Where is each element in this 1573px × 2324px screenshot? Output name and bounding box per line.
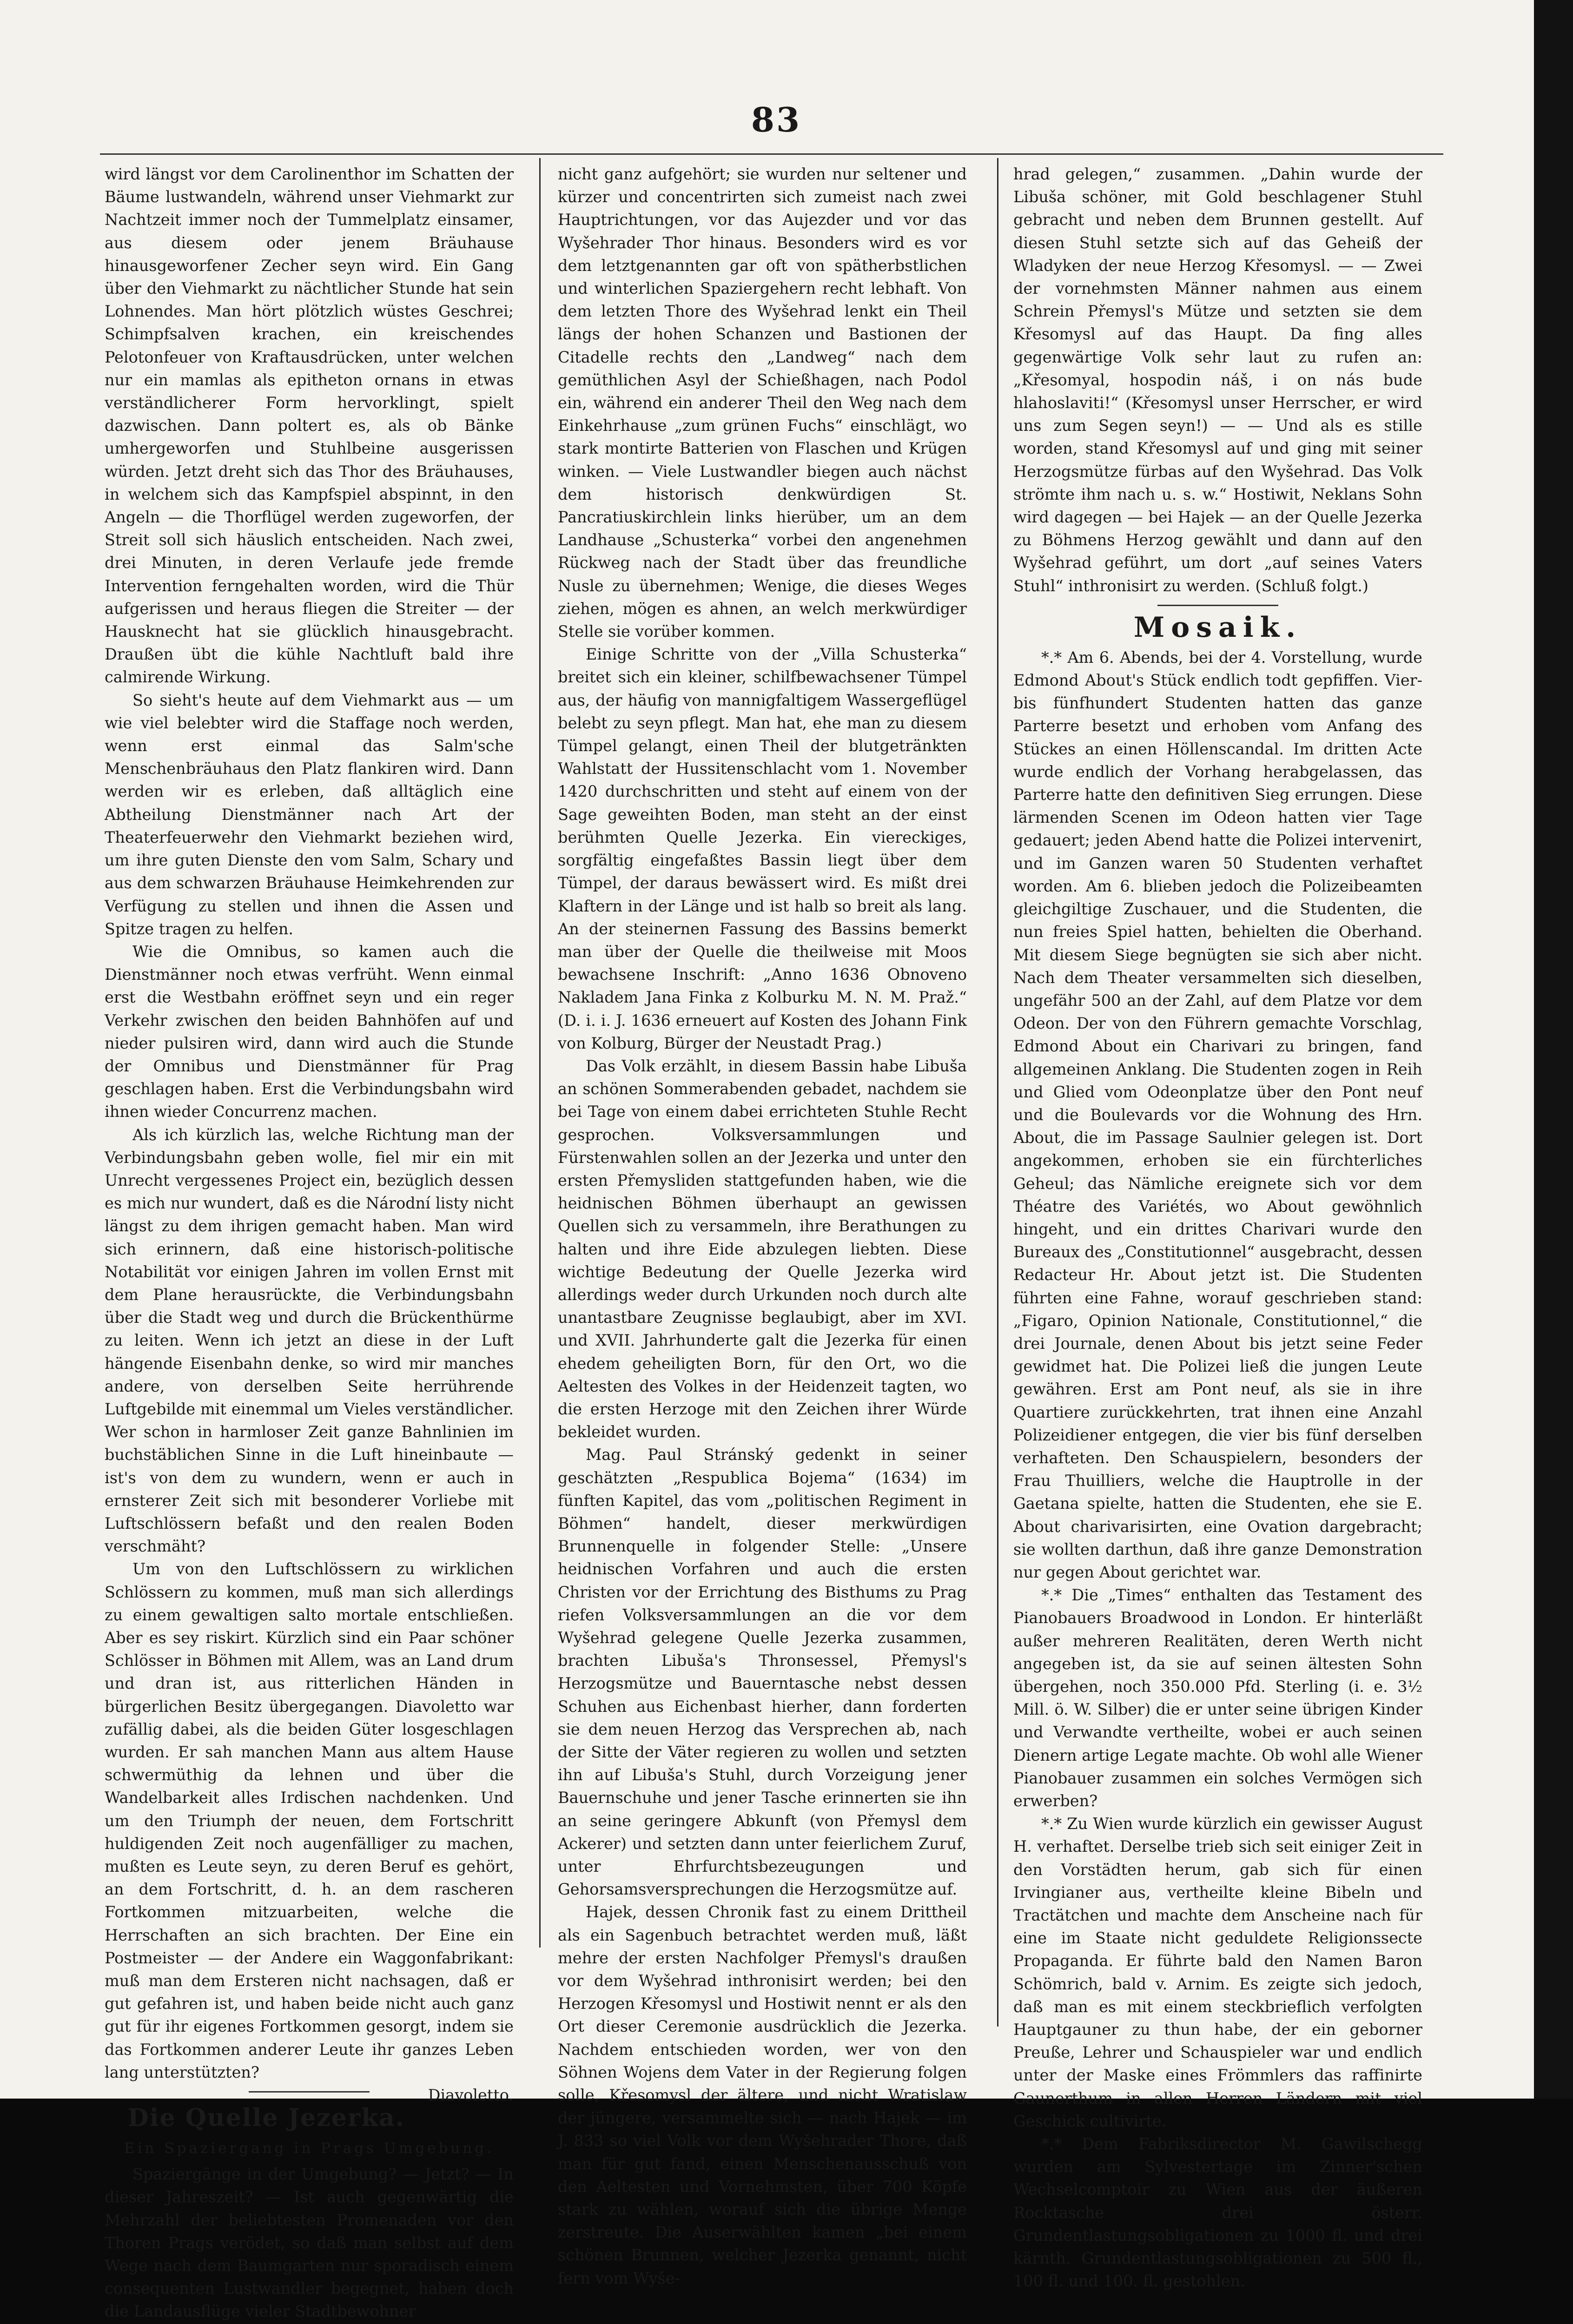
paragraph: Um von den Luftschlössern zu wirklichen Schlössern zu kommen, muß man sich allerdings zu einem gewaltigen salto mortale entschließen. Aber es sey riskirt. Kürzlich sind ein Paar schöner Schlösser in Böhmen mit Allem, was an Land drum und dran ist, aus ritterlichen Händen in bürgerlichen Besitz übergegangen. Diavoletto war zufällig dabei, als die beiden Güter losgeschlagen wurden. Er sah manchen Mann aus altem Hause schwermüthig da lehnen und über die Wandelbarkeit alles Irdischen nachdenken. Und um den Triumph der neuen, dem Fortschritt huldigenden Zeit noch augenfälliger zu machen, mußten es Leute seyn, zu deren Beruf es gehört, an dem Fortschritt, d. h. an dem rascheren Fortkommen mitzuarbeiten, welche die Herrschaften an sich brachten. Der Eine ein Postmeister — der Andere ein Waggonfabrikant: muß man dem Ersteren nicht nachsagen, daß er gut gefahren ist, und haben beide nicht auch ganz gut für ihr eigenes Fortkommen gesorgt, indem sie das Fortkommen anderer Leute ihr ganzes Leben lang unterstützten? (105, 1560, 514, 2081)
paragraph: Als ich kürzlich las, welche Richtung man der Verbindungsbahn geben wolle, fiel mir ein mit Unrecht vergessenes Project ein, bezüglich dessen es mich nur wundert, daß es die Národní listy nicht längst zu dem ihrigen gemacht haben. Man wird sich erinnern, daß eine historisch-politische Notabilität vor einigen Jahren im vollen Ernst mit dem Plane herausrückte, die Verbindungsbahn über die Stadt weg und durch die Brückenthürme zu leiten. Wenn ich jetzt an diese in der Luft hängende Eisenbahn denke, so wird mir manches andere, von derselben Seite herrührende Luftgebilde mit einemmal um Vieles verständlicher. Wer schon in harmloser Zeit ganze Bahnlinien im buchstäblichen Sinne in die Luft hineinbaute — ist's von dem zu wundern, wenn er auch in ernsterer Zeit sich mit besonderer Vorliebe mit Luftschlössern befaßt und den realen Boden verschmäht? (105, 1125, 514, 1556)
paragraph: Das Volk erzählt, in diesem Bassin habe Libuša an schönen Sommerabenden gebadet, nachdem sie bei Tage von einem dabei errichteten Stuhle Recht gesprochen. Volksversammlungen und Fürstenwahlen sollen an der Jezerka und unter den ersten Přemysliden stattgefunden haben, wie die heidnischen Böhmen überhaupt an gewissen Quellen sich zu versammeln, ihre Berathungen zu halten und ihre Eide abzulegen liebten. Diese wichtige Bedeutung der Quelle Jezerka wird allerdings weder durch Urkunden noch durch alte unantastbare Zeugnisse beglaubigt, aber im XVI. und XVII. Jahrhunderte galt die Jezerka für einen ehedem geheiligten Born, für den Ort, wo die Aeltesten des Volkes in der Heidenzeit tagten, wo die ersten Herzoge mit den Zeichen ihrer Würde bekleidet wurden. (558, 1056, 967, 1441)
section-heading: Mosaik. (1133, 611, 1302, 644)
column-3 (1013, 163, 1422, 2292)
column-1 (105, 163, 514, 2323)
article-subheading: Ein Spaziergang in Prags Umgebung. (124, 2140, 494, 2157)
paragraph: nicht ganz aufgehört; sie wurden nur seltener und kürzer und concentrirten sich zumeist nach zwei Hauptrichtungen, vor das Aujezder und vor das Wyšehrader Thor hinaus. Besonders wird es vor dem letztgenannten gar oft von spätherbstlichen und winterlichen Spaziergehern recht lebhaft. Von dem letzten Thore des Wyšehrad lenkt ein Theil längs der hohen Schanzen und Bastionen der Citadelle rechts den „Landweg“ nach dem gemüthlichen Asyl der Schießhagen, nach Podol ein, während ein anderer Theil den Weg nach dem Einkehrhause „zum grünen Fuchs“ einschlägt, wo stark montirte Batterien von Flaschen und Krügen winken. — Viele Lustwandler biegen auch nächst dem historisch denkwürdigen St. Pancratiuskirchlein links hierüber, um an dem Landhause „Schusterka“ vorbei den angenehmen Rückweg nach der Stadt über das freundliche Nusle zu übernehmen; Wenige, die dieses Weges ziehen, mögen es ahnen, an welch merkwürdiger Stelle sie vorüber kommen. (558, 165, 967, 641)
paragraph: Mag. Paul Stránský gedenkt in seiner geschätzten „Respublica Bojema“ (1634) im fünften Kapitel, das vom „politischen Regiment in Böhmen“ handelt, dieser merkwürdigen Brunnenquelle in folgender Stelle: „Unsere heidnischen Vorfahren und auch die ersten Christen vor der Errichtung des Bisthums zu Prag riefen Volksversammlungen an die vor dem Wyšehrad gelegene Quelle Jezerka zusammen, brachten Libuša's Thronsessel, Přemysl's Herzogsmütze und Bauerntasche nebst dessen Schuhen aus Eichenbast hierher, dann forderten sie dem neuen Herzog das Versprechen ab, nach der Sitte der Väter regieren zu wollen und setzten ihn auf Libuša's Stuhl, durch Vorzeigung jener Bauernschuhe und jener Tasche erinnerten sie ihn an seine geringere Abkunft (von Přemysl dem Ackerer) und setzten dann unter feierlichem Zuruf, unter Ehrfurchtsbezeugungen und Gehorsamsversprechungen die Herzogsmütze auf. (558, 1446, 967, 1899)
section-rule (1157, 605, 1278, 606)
header-rule (100, 153, 1443, 155)
column-2 (558, 163, 967, 2290)
page-number: 83 (751, 100, 802, 139)
paragraph: Wie die Omnibus, so kamen auch die Dienstmänner noch etwas verfrüht. Wenn einmal erst die Westbahn eröffnet seyn und ein reger Verkehr zwischen den beiden Bahnhöfen auf und nieder pulsiren wird, dann wird auch die Stunde der Omnibus und Dienstmänner für Prag geschlagen haben. Erst die Verbindungsbahn wird ihnen wieder Concurrenz machen. (105, 942, 514, 1121)
paragraph: Spaziergänge in der Umgebung? — Jetzt? — In dieser Jahreszeit? — Ist auch gegenwärtig die Mehrzahl der beliebtesten Promenaden vor den Thoren Prags verödet, so daß man selbst auf dem Wege nach dem Baumgarten nur sporadisch einem consequenten Lustwandler begegnet, haben doch die Landausflüge vieler Stadtbewohner (105, 2165, 514, 2321)
scan-border (1534, 0, 1573, 2099)
paragraph: *.* Am 6. Abends, bei der 4. Vorstellung, wurde Edmond About's Stück endlich todt gepfiffen. Vier- bis fünfhundert Studenten hatten das ganze Parterre besetzt und erhoben vom Anfang des Stückes an einen Höllenscandal. Im dritten Acte wurde endlich der Vorhang herabgelassen, das Parterre hatte den definitiven Sieg errungen. Diese lärmenden Scenen im Odeon hatten vier Tage gedauert; jeden Abend hatte die Polizei intervenirt, und im Ganzen waren 50 Studenten verhaftet worden. Am 6. blieben jedoch die Polizeibeamten gleichgiltige Zuschauer, und die Studenten, die nun freies Spiel hatten, behielten die Oberhand. Mit diesem Siege begnügten sie sich aber nicht. Nach dem Theater versammelten sich dieselben, ungefähr 500 an der Zahl, auf dem Platze vor dem Odeon. Der von den Führern gemachte Vorschlag, Edmond About ein Charivari zu bringen, fand allgemeinen Anklang. Die Studenten zogen in Reih und Glied vom Odeonplatze über den Pont neuf und die Boulevards vor die Wohnung des Hrn. About, die im Passage Saulnier gelegen ist. Dort angekommen, erhoben sie ein fürchterliches Geheul; das Nämliche ereignete sich vor dem Théatre des Variétés, wo About gewöhnlich hingeht, und ein drittes Charivari wurde den Bureaux des „Constitutionnel“ ausgebracht, dessen Redacteur Hr. About jetzt ist. Die Studenten führten eine Fahne, worauf geschrieben stand: „Figaro, Opinion Nationale, Constitutionnel,“ die drei Journale, denen About bis jetzt seine Feder gewidmet hat. Die Polizei ließ die jungen Leute gewähren. Erst am Pont neuf, als sie in ihre Quartiere zurückkehrten, trat ihnen eine Anzahl Polizeidiener entgegen, die vier bis fünf derselben verhafteten. Den Schauspielern, besonders der Frau Thuilliers, welche die Hauptrolle in der Gaetana spielte, hatten die Studenten, ehe sie E. About charivarisirten, eine Ovation dargebracht; sie wollten darthun, daß ihre ganze Demonstration nur gegen About gerichtet war. (1013, 648, 1422, 1581)
column-divider (539, 158, 541, 1948)
paragraph: So sieht's heute auf dem Viehmarkt aus — um wie viel belebter wird die Staffage noch werden, wenn erst einmal das Salm'sche Menschenbräuhaus den Platz flankiren wird. Dann werden wir es erleben, daß alltäglich eine Abtheilung Dienstmänner nach Art der Theaterfeuerwehr den Viehmarkt beziehen wird, um ihre guten Dienste den vom Salm, Schary und aus dem schwarzen Bräuhause Heimkehrenden zur Verfügung zu stellen und ihnen die Assen und Spitze tragen zu helfen. (105, 691, 514, 938)
paragraph: *.* Zu Wien wurde kürzlich ein gewisser August H. verhaftet. Derselbe trieb sich seit einiger Zeit in den Vorstädten herum, gab sich für einen Irvingianer aus, vertheilte kleine Bibeln und Tractätchen und machte dem Anscheine nach für eine im Staate nicht geduldete Religionssecte Propaganda. Er führte bald den Namen Baron Schömrich, bald v. Arnim. Es zeigte sich jedoch, daß man es mit einem steckbrieflich verfolgten Hauptgauner zu thun habe, der ein geborner Preuße, Lehrer und Schauspieler war und endlich unter der Maske eines Frömmlers das raffinirte Gaunerthum in allen Herren Ländern mit viel Geschick cultivirte. (1013, 1815, 1422, 2130)
author-signature: Diavoletto. (428, 2086, 514, 2105)
paragraph: wird längst vor dem Carolinenthor im Schatten der Bäume lustwandeln, während unser Viehmarkt zur Nachtzeit immer noch der Tummelplatz einsamer, aus diesem oder jenem Bräuhause hinausgeworfener Zecher seyn wird. Ein Gang über den Viehmarkt zu nächtlicher Stunde hat sein Lohnendes. Man hört plötzlich wüstes Geschrei; Schimpfsalven krachen, ein kreischendes Pelotonfeuer von Kraftausdrücken, unter welchen nur ein mamlas als epitheton ornans in etwas verständlicherer Form hervorklingt, spielt dazwischen. Dann poltert es, als ob Bänke umhergeworfen und Stuhlbeine ausgerissen würden. Jetzt dreht sich das Thor des Bräuhauses, in welchem sich das Kampfspiel abspinnt, in den Angeln — die Thorflügel werden zugeworfen, der Streit soll sich häuslich entscheiden. Nach zwei, drei Minuten, in deren Verlaufe jede fremde Intervention ferngehalten worden, wird die Thür aufgerissen und heraus fliegen die Streiter — der Hausknecht hat sie glücklich hinausgebracht. Draußen übt die kühle Nachtluft bald ihre calmirende Wirkung. (105, 165, 514, 687)
column-divider (997, 158, 998, 2027)
paragraph: Einige Schritte von der „Villa Schusterka“ breitet sich ein kleiner, schilfbewachsener Tümpel aus, der häufig von mannigfaltigem Wassergeflügel belebt zu seyn pflegt. Man hat, ehe man zu diesem Tümpel gelangt, einen Theil der blutgetränkten Wahlstatt der Hussitenschlacht vom 1. November 1420 durchschritten und steht auf einem von der Sage geweihten Boden, man steht an der einst berühmten Quelle Jezerka. Ein viereckiges, sorgfältig eingefaßtes Bassin liegt über dem Tümpel, der daraus bewässert wird. Es mißt drei Klaftern in der Länge und ist halb so breit als lang. An der steinernen Fassung des Bassins bemerkt man über der Quelle die theilweise mit Moos bewachsene Inschrift: „Anno 1636 Obnoveno Nakladem Jana Finka z Kolburku M. N. M. Praž.“ (D. i. i. J. 1636 erneuert auf Kosten des Johann Fink von Kolburg, Bürger der Neustadt Prag.) (558, 645, 967, 1052)
paragraph: hrad gelegen,“ zusammen. „Dahin wurde der Libuša schöner, mit Gold beschlagener Stuhl gebracht und neben dem Brunnen gestellt. Auf diesen Stuhl setzte sich auf das Geheiß der Wladyken der neue Herzog Křesomysl. — — Zwei der vornehmsten Männer nahmen aus einem Schrein Přemysl's Mütze und setzten sie dem Křesomysl auf das Haupt. Da fing alles gegenwärtige Volk sehr laut zu rufen an: „Křesomyal, hospodin náš, i on nás bude hlahoslaviti!“ (Křesomysl unser Herrscher, er wird uns zum Segen seyn!) — — Und als es stille worden, stand Křesomysl auf und ging mit seiner Herzogsmütze fürbas auf den Wyšehrad. Das Volk strömte ihm nach u. s. w.“ Hostiwit, Neklans Sohn wird dagegen — bei Hajek — an der Quelle Jezerka zu Böhmens Herzog gewählt und dann auf den Wyšehrad geführt, um dort „auf seines Vaters Stuhl“ inthronisirt zu werden. (Schluß folgt.) (1013, 165, 1422, 595)
article-heading: Die Quelle Jezerka. (127, 2104, 405, 2133)
paragraph: Hajek, dessen Chronik fast zu einem Drittheil als ein Sagenbuch betrachtet werden muß, läßt mehre der ersten Nachfolger Přemysl's draußen vor dem Wyšehrad inthronisirt werden; bei den Herzogen Křesomysl und Hostiwit nennt er als den Ort dieser Ceremonie ausdrücklich die Jezerka. Nachdem entschieden worden, wer von den Söhnen Wojens dem Vater in der Regierung folgen solle, Křesomysl der ältere, und nicht Wratislaw der jüngere, versammelte sich — nach Hajek — im J. 833 so viel Volk vor dem Wyšehrader Thore, daß man für gut fand, einen Menschenausschuß von den Aeltesten und Vornehmsten, über 700 Köpfe stark zu wählen, worauf sich die übrige Menge zerstreute. Die Auserwählten kamen „bei einem schönen Brunnen, welcher Jezerka genannt, nicht fern vom Wyše- (558, 1903, 967, 2287)
section-rule (249, 2091, 370, 2093)
paragraph: *.* Dem Fabriksdirector M. Gawilschegg wurden am Sylvestertage im Zinner'schen Wechselcomptoir zu Wien aus der äußeren Rocktasche drei österr. Grundentlastungsobligationen zu 1000 fl. und drei kärnth. Grundentlastungsobligationen zu 500 fl., 100 fl. und 100. fl. gestohlen. (1013, 2135, 1422, 2291)
paragraph: *.* Die „Times“ enthalten das Testament des Pianobauers Broadwood in London. Er hinterläßt außer mehreren Realitäten, deren Werth nicht angegeben ist, da sie auf seinen ältesten Sohn übergehen, noch 350.000 Pfd. Sterling (i. e. 3½ Mill. ö. W. Silber) die er unter seine übrigen Kinder und Verwandte vertheilte, wobei er auch seinen Dienern artige Legate machte. Ob wohl alle Wiener Pianobauer zusammen ein solches Vermögen sich erwerben? (1013, 1586, 1422, 1810)
